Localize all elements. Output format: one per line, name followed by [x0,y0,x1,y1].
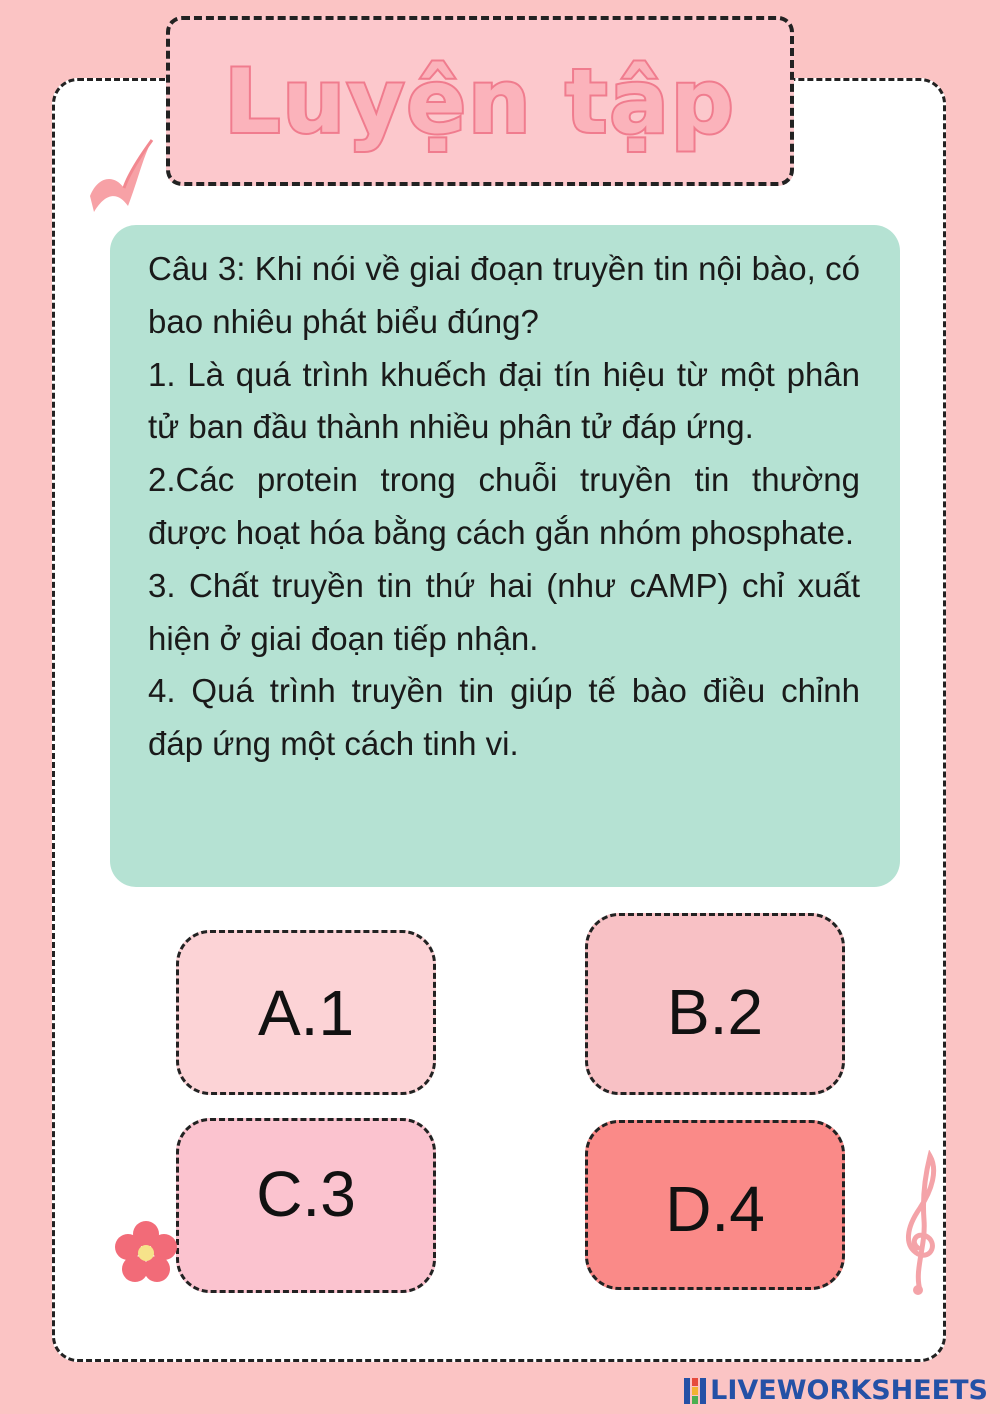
statement-4: 4. Quá trình truyền tin giúp tế bào điều chỉnh đáp ứng một cách tinh vi. [148,672,860,763]
answer-c-label: C.3 [256,1157,356,1230]
answer-c-button[interactable] [176,1118,436,1293]
statement-3: 3. Chất truyền tin thứ hai (như cAMP) chỉ xuất hiện ở giai đoạn tiếp nhận. [148,566,860,657]
treble-clef-icon [896,1150,946,1300]
flower-icon [114,1220,178,1286]
question-stem: Câu 3: Khi nói về giai đoạn truyền tin nội bào, có bao nhiêu phát biểu đúng? [148,250,860,340]
footer-brand-text: LIVEWORKSHEETS [710,1375,988,1406]
answer-d-label: D.4 [665,1173,765,1245]
liveworksheets-logo-icon [684,1378,706,1404]
statement-1: 1. Là quá trình khuếch đại tín hiệu từ một phân tử ban đầu thành nhiều phân tử đáp ứng. [148,355,860,446]
title-banner [166,16,794,186]
answer-b-button[interactable] [585,913,845,1095]
page-title: Luyện tập [224,49,736,153]
footer-brand [684,1375,988,1406]
statement-2: 2.Các protein trong chuỗi truyền tin thường được hoạt hóa bằng cách gắn nhóm phosphate. [148,461,860,551]
answer-a-button[interactable] [176,930,436,1095]
question-panel [110,225,900,887]
answer-d-button[interactable] [585,1120,845,1290]
answer-a-label: A.1 [257,976,355,1049]
answer-b-label: B.2 [666,976,764,1048]
ribbon-icon [84,136,156,216]
